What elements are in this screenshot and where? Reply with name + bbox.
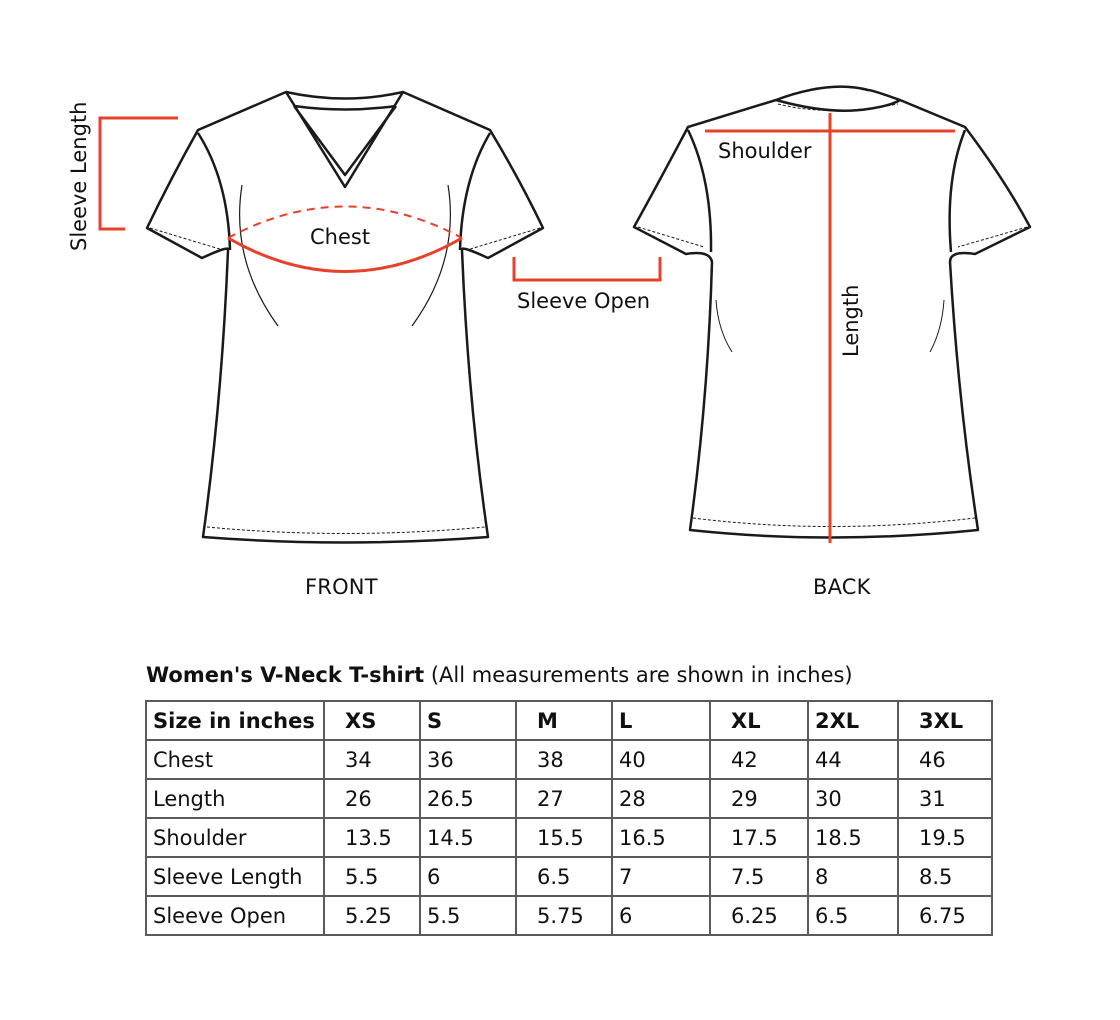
table-cell: 5.5 xyxy=(420,896,516,935)
size-chart-title-product: Women's V-Neck T-shirt xyxy=(146,663,425,687)
table-cell: 34 xyxy=(324,740,420,779)
header-cell: L xyxy=(612,701,710,740)
table-cell: 26 xyxy=(324,779,420,818)
row-label: Chest xyxy=(146,740,324,779)
front-view-label: FRONT xyxy=(305,575,378,599)
table-cell: 8.5 xyxy=(898,857,992,896)
header-cell: M xyxy=(516,701,612,740)
back-tshirt xyxy=(634,87,1030,538)
row-label: Shoulder xyxy=(146,818,324,857)
table-cell: 19.5 xyxy=(898,818,992,857)
table-cell: 18.5 xyxy=(808,818,898,857)
table-cell: 6.75 xyxy=(898,896,992,935)
header-cell: Size in inches xyxy=(146,701,324,740)
length-label: Length xyxy=(839,284,863,357)
table-cell: 5.75 xyxy=(516,896,612,935)
table-cell: 36 xyxy=(420,740,516,779)
table-row xyxy=(146,818,992,857)
sleeve-open-label: Sleeve Open xyxy=(517,289,651,313)
header-cell: S xyxy=(420,701,516,740)
size-chart-table xyxy=(145,700,993,936)
table-row xyxy=(146,740,992,779)
header-cell: 2XL xyxy=(808,701,898,740)
size-chart-title xyxy=(146,663,853,687)
table-cell: 6 xyxy=(420,857,516,896)
chest-label: Chest xyxy=(310,225,371,249)
table-cell: 7 xyxy=(612,857,710,896)
row-label: Sleeve Length xyxy=(146,857,324,896)
shoulder-label: Shoulder xyxy=(718,139,812,163)
table-row xyxy=(146,857,992,896)
table-cell: 8 xyxy=(808,857,898,896)
header-cell: XL xyxy=(710,701,808,740)
table-cell: 40 xyxy=(612,740,710,779)
table-cell: 6.25 xyxy=(710,896,808,935)
table-cell: 28 xyxy=(612,779,710,818)
table-cell: 38 xyxy=(516,740,612,779)
table-cell: 44 xyxy=(808,740,898,779)
table-cell: 31 xyxy=(898,779,992,818)
table-cell: 6.5 xyxy=(516,857,612,896)
table-cell: 5.5 xyxy=(324,857,420,896)
back-view-label: BACK xyxy=(813,575,871,599)
table-cell: 27 xyxy=(516,779,612,818)
table-cell: 29 xyxy=(710,779,808,818)
row-label: Length xyxy=(146,779,324,818)
table-row xyxy=(146,779,992,818)
table-cell: 13.5 xyxy=(324,818,420,857)
table-cell: 42 xyxy=(710,740,808,779)
table-cell: 6 xyxy=(612,896,710,935)
table-cell: 14.5 xyxy=(420,818,516,857)
sleeve-length-label: Sleeve Length xyxy=(67,101,91,251)
table-cell: 15.5 xyxy=(516,818,612,857)
table-cell: 6.5 xyxy=(808,896,898,935)
table-cell: 46 xyxy=(898,740,992,779)
header-cell: XS xyxy=(324,701,420,740)
row-label: Sleeve Open xyxy=(146,896,324,935)
back-measure-lines xyxy=(705,113,955,543)
table-cell: 16.5 xyxy=(612,818,710,857)
table-header-row xyxy=(146,701,992,740)
size-chart-title-note: (All measurements are shown in inches) xyxy=(430,663,853,687)
sleeve-open-bracket xyxy=(514,257,660,280)
table-cell: 30 xyxy=(808,779,898,818)
header-cell: 3XL xyxy=(898,701,992,740)
table-cell: 26.5 xyxy=(420,779,516,818)
table-cell: 7.5 xyxy=(710,857,808,896)
front-tshirt xyxy=(147,92,543,543)
table-cell: 5.25 xyxy=(324,896,420,935)
front-measure-lines xyxy=(100,118,660,280)
sleeve-length-bracket xyxy=(100,118,178,229)
table-cell: 17.5 xyxy=(710,818,808,857)
table-row xyxy=(146,896,992,935)
